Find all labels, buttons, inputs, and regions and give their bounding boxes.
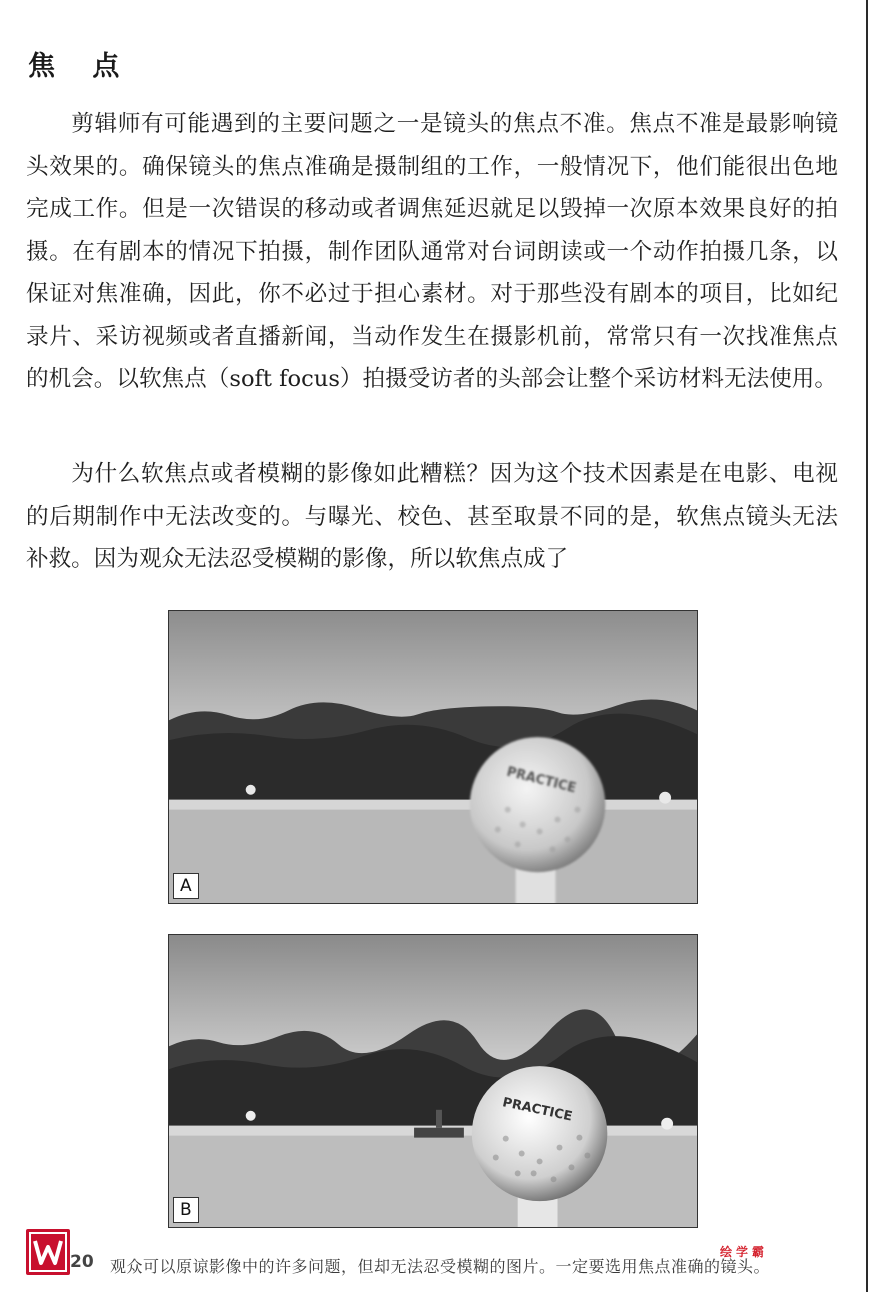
figure-label-a: A [173, 873, 199, 899]
figure-caption: 观众可以原谅影像中的许多问题，但却无法忍受模糊的图片。一定要选用焦点准确的镜头。 [110, 1257, 771, 1276]
page-edge-border [866, 0, 868, 1292]
page-number: 20 [70, 1252, 94, 1272]
ball-text-b: PRACTICE [501, 1095, 574, 1125]
golf-ball-photo-a [169, 611, 697, 903]
figure-b-photo [168, 934, 698, 1228]
golf-ball-photo-b [169, 935, 697, 1227]
ball-text-a: PRACTICE [505, 764, 578, 797]
logo-w-icon [26, 1229, 70, 1275]
paragraph-2: 为什么软焦点或者模糊的影像如此糟糕？因为这个技术因素是在电影、电视的后期制作中无法改变的。与曝光、校色、甚至取景不同的是，软焦点镜头无法补救。因为观众无法忍受模糊的影像，所以软焦点成了 [26, 461, 838, 572]
figure-label-b: B [173, 1197, 199, 1223]
section-heading: 焦 点 [28, 51, 134, 82]
figure-a-photo [168, 610, 698, 904]
paragraph-1: 剪辑师有可能遇到的主要问题之一是镜头的焦点不准。焦点不准是最影响镜头效果的。确保镜头的焦点准确是摄制组的工作，一般情况下，他们能很出色地完成工作。但是一次错误的移动或者调焦延迟就足以毁掉一次原本效果良好的拍摄。在有剧本的情况下拍摄，制作团队通常对台词朗读或一个动作拍摄几条，以保证对焦准确，因此，你不必过于担心素材。对于那些没有剧本的项目，比如纪录片、采访视频或者直播新闻，当动作发生在摄影机前，常常只有一次找准焦点的机会。以软焦点（soft focus）拍摄受访者的头部会让整个采访材料无法使用。 [26, 111, 838, 392]
publisher-logo [26, 1229, 70, 1275]
watermark-text: 绘学霸 [720, 1245, 769, 1259]
